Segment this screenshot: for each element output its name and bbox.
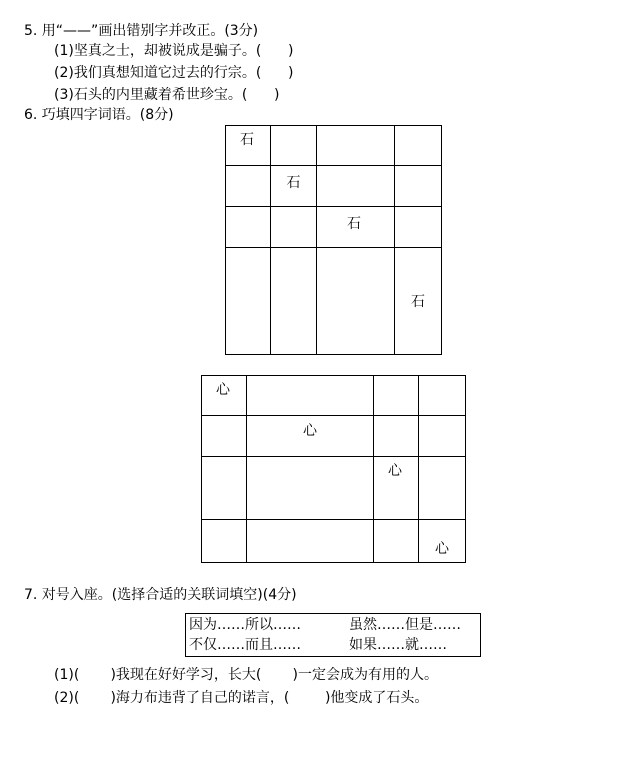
grid1-cell[interactable]	[317, 207, 395, 248]
keyword-4: 如果……就……	[349, 637, 447, 653]
grid1-cell[interactable]	[226, 207, 271, 248]
stone-word-grid	[225, 125, 442, 355]
grid2-cell[interactable]	[247, 376, 374, 416]
grid1-cell[interactable]	[395, 126, 442, 166]
grid1-cell[interactable]	[317, 248, 395, 355]
grid2-cell[interactable]	[247, 520, 374, 563]
grid1-cell[interactable]	[226, 248, 271, 355]
keyword-2: 虽然……但是……	[349, 617, 461, 633]
q5-item-3: (3)石头的内里藏着希世珍宝。( )	[54, 87, 280, 103]
grid1-char: 石	[411, 294, 425, 310]
grid2-cell[interactable]	[419, 376, 466, 416]
grid1-cell[interactable]	[271, 166, 317, 207]
grid2-char: 心	[435, 541, 449, 557]
grid2-cell[interactable]	[202, 520, 247, 563]
q6-title: 6. 巧填四字词语。(8分)	[24, 107, 174, 123]
q5-title: 5. 用“——”画出错别字并改正。(3分)	[24, 23, 259, 39]
grid2-cell[interactable]	[419, 457, 466, 520]
grid2-char: 心	[216, 382, 230, 398]
heart-word-grid	[201, 375, 466, 563]
grid1-cell[interactable]	[271, 248, 317, 355]
grid2-cell[interactable]	[202, 376, 247, 416]
grid1-cell[interactable]	[317, 126, 395, 166]
grid2-cell[interactable]	[374, 376, 419, 416]
grid2-cell[interactable]	[374, 520, 419, 563]
grid1-char: 石	[286, 175, 301, 191]
grid2-char: 心	[388, 463, 402, 479]
keyword-3: 不仅……而且……	[189, 637, 301, 653]
grid1-cell[interactable]	[226, 166, 271, 207]
grid1-cell[interactable]	[226, 126, 271, 166]
grid1-cell[interactable]	[271, 126, 317, 166]
grid2-cell[interactable]	[419, 520, 466, 563]
grid2-cell[interactable]	[247, 416, 374, 457]
grid2-cell[interactable]	[247, 457, 374, 520]
grid1-char: 石	[347, 216, 361, 232]
grid2-cell[interactable]	[202, 457, 247, 520]
grid2-cell[interactable]	[202, 416, 247, 457]
grid1-cell[interactable]	[271, 207, 317, 248]
grid2-cell[interactable]	[374, 457, 419, 520]
grid2-cell[interactable]	[374, 416, 419, 457]
q5-item-2: (2)我们真想知道它过去的行宗。( )	[54, 65, 294, 81]
grid2-char: 心	[303, 423, 317, 439]
grid1-char: 石	[240, 132, 254, 148]
keyword-box	[185, 613, 481, 657]
q7-item-1: (1)( )我现在好好学习，长大( )一定会成为有用的人。	[54, 667, 438, 683]
grid1-cell[interactable]	[395, 207, 442, 248]
grid1-cell[interactable]	[317, 166, 395, 207]
q7-item-2: (2)( )海力布违背了自己的诺言，( )他变成了石头。	[54, 690, 429, 706]
grid1-cell[interactable]	[395, 166, 442, 207]
q7-title: 7. 对号入座。(选择合适的关联词填空)(4分)	[24, 587, 297, 603]
keyword-1: 因为……所以……	[189, 617, 301, 633]
grid2-cell[interactable]	[419, 416, 466, 457]
q5-item-1: (1)坚真之士，却被说成是骗子。( )	[54, 43, 294, 59]
grid1-cell[interactable]	[395, 248, 442, 355]
